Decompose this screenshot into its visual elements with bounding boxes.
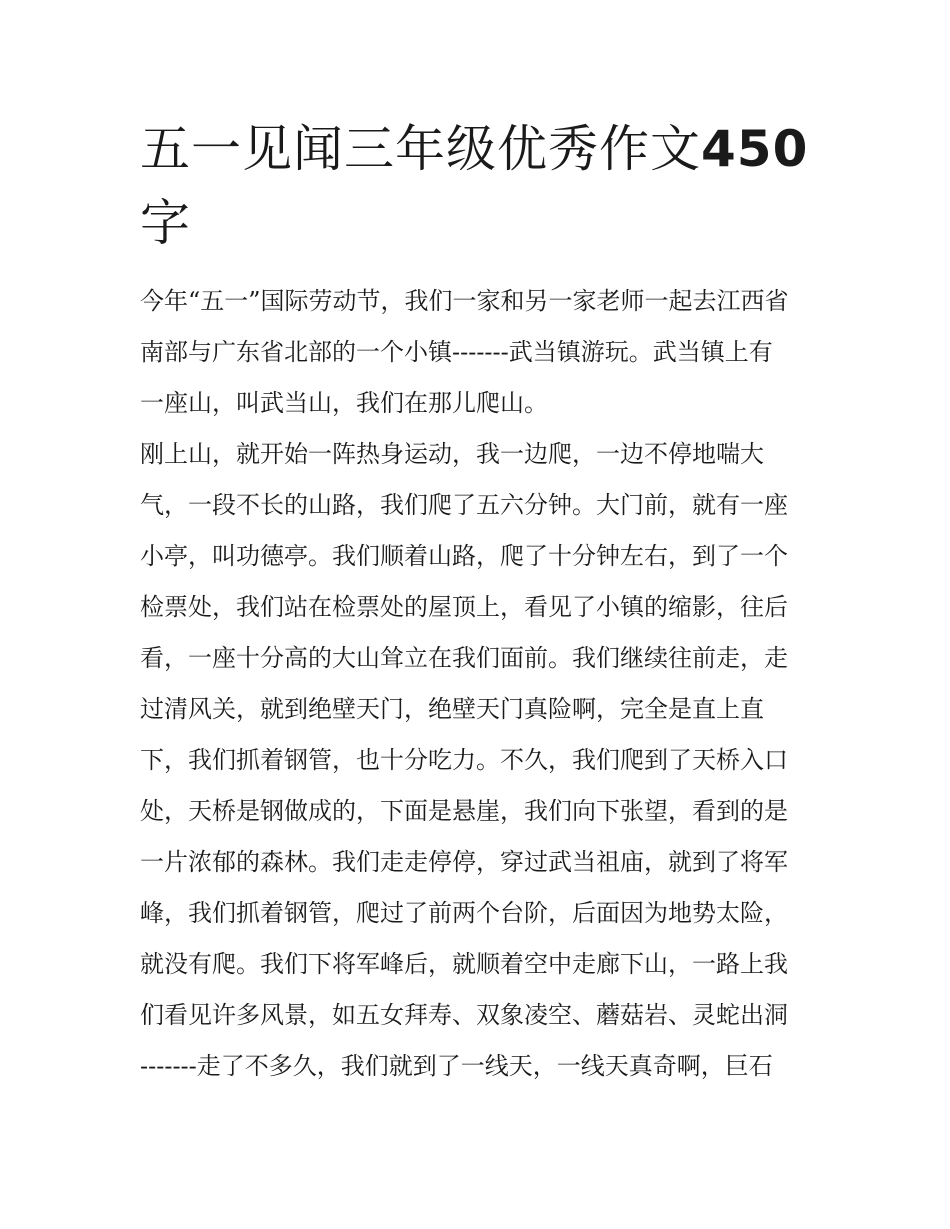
- essay-line: 看，一座十分高的大山耸立在我们面前。我们继续往前走，走: [140, 644, 788, 672]
- essay-line: 就没有爬。我们下将军峰后，就顺着空中走廊下山，一路上我: [140, 950, 788, 978]
- essay-line: 气，一段不长的山路，我们爬了五六分钟。大门前，就有一座: [140, 491, 788, 519]
- essay-line: 检票处，我们站在检票处的屋顶上，看见了小镇的缩影，往后: [140, 593, 788, 621]
- essay-line: -------走了不多久，我们就到了一线天，一线天真奇啊，巨石: [140, 1052, 773, 1080]
- essay-line: 刚上山，就开始一阵热身运动，我一边爬，一边不停地喘大: [140, 440, 764, 468]
- essay-line: 一片浓郁的森林。我们走走停停，穿过武当祖庙，就到了将军: [140, 848, 788, 876]
- title-suffix: 字: [140, 194, 191, 252]
- essay-line: 一座山，叫武当山，我们在那儿爬山。: [140, 389, 548, 417]
- essay-line: 今年“五一”国际劳动节，我们一家和另一家老师一起去江西省: [140, 287, 789, 315]
- essay-line: 过清风关，就到绝壁天门，绝壁天门真险啊，完全是直上直: [140, 695, 764, 723]
- document-title: [140, 112, 820, 260]
- title-number: 450: [701, 120, 809, 178]
- essay-line: 们看见许多风景，如五女拜寿、双象凌空、蘑菇岩、灵蛇出洞: [140, 1001, 788, 1029]
- title-text: 五一见闻三年级优秀作文: [140, 120, 701, 178]
- essay-line: 小亭，叫功德亭。我们顺着山路，爬了十分钟左右，到了一个: [140, 542, 788, 570]
- essay-line: 下，我们抓着钢管，也十分吃力。不久，我们爬到了天桥入口: [140, 746, 788, 774]
- essay-line: 南部与广东省北部的一个小镇-------武当镇游玩。武当镇上有: [140, 338, 773, 366]
- essay-body: [140, 276, 820, 1092]
- essay-line: 处，天桥是钢做成的，下面是悬崖，我们向下张望，看到的是: [140, 797, 788, 825]
- essay-line: 峰，我们抓着钢管，爬过了前两个台阶，后面因为地势太险，: [140, 899, 788, 927]
